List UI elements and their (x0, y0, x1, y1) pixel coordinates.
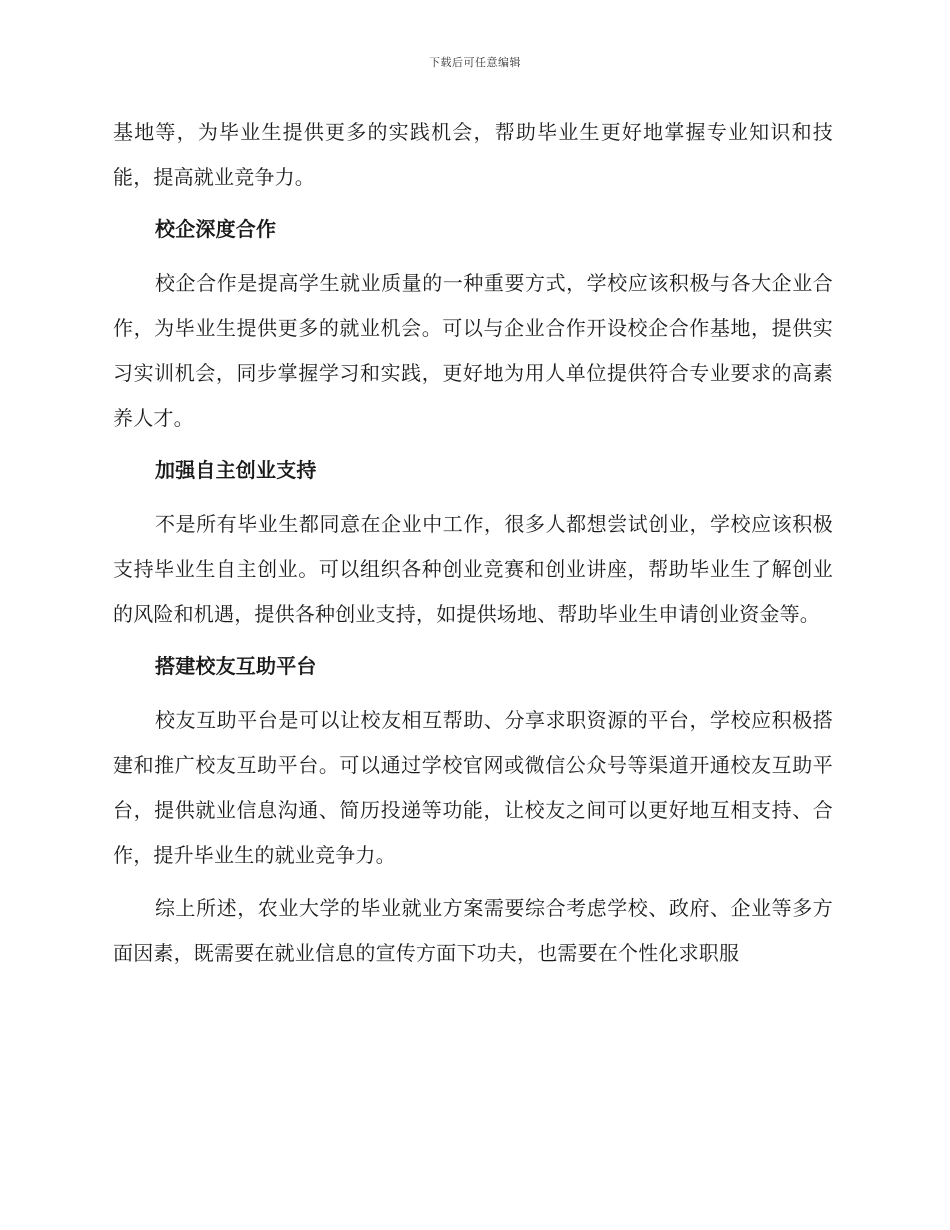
paragraph-summary: 综上所述，农业大学的毕业就业方案需要综合考虑学校、政府、企业等多方面因素，既需要在就业信息的宣传方面下功夫，也需要在个性化求职服 (113, 896, 833, 965)
section-heading-entrepreneurship: 加强自主创业支持 (155, 458, 317, 482)
paragraph-alumni-platform: 校友互助平台是可以让校友相互帮助、分享求职资源的平台，学校应积极搭建和推广校友互助平台。可以通过学校官网或微信公众号等渠道开通校友互助平台，提供就业信息沟通、简历投递等功能，让校友之间可以更好地互相支持、合作，提升毕业生的就业竞争力。 (113, 708, 833, 867)
section-heading-alumni-platform: 搭建校友互助平台 (155, 654, 317, 678)
paragraph-continuation: 基地等，为毕业生提供更多的实践机会，帮助毕业生更好地掌握专业知识和技能，提高就业竞争力。 (113, 120, 833, 189)
paragraph-entrepreneurship: 不是所有毕业生都同意在企业中工作，很多人都想尝试创业，学校应该积极支持毕业生自主创业。可以组织各种创业竞赛和创业讲座，帮助毕业生了解创业的风险和机遇，提供各种创业支持，如提供场地、帮助毕业生申请创业资金等。 (113, 512, 833, 626)
document-body (113, 110, 833, 984)
paragraph-school-enterprise: 校企合作是提高学生就业质量的一种重要方式，学校应该积极与各大企业合作，为毕业生提供更多的就业机会。可以与企业合作开设校企合作基地，提供实习实训机会，同步掌握学习和实践，更好地为用人单位提供符合专业要求的高素养人才。 (113, 271, 833, 430)
page-header: 下载后可任意编辑 (429, 56, 521, 69)
section-heading-school-enterprise: 校企深度合作 (155, 217, 277, 241)
